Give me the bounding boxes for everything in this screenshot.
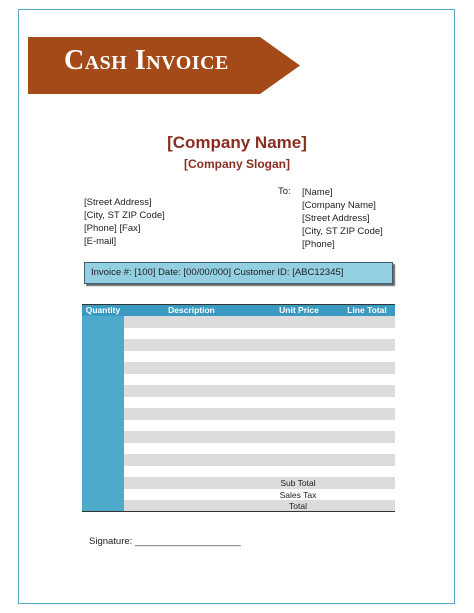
sender-email: [E-mail] [84,236,117,247]
table-row [124,316,395,328]
company-name: [Company Name] [167,133,307,152]
sender-address [84,196,165,248]
header-line-total: Line Total [347,305,387,315]
table-row [124,385,395,397]
table-row [124,374,395,386]
table-row [124,351,395,363]
table-row [124,489,395,501]
table-row [124,477,395,489]
sender-street: [Street Address] [84,197,152,208]
table-row [124,500,395,512]
invoice-info-bar: Invoice #: [100] Date: [00/00/000] Customer ID: [ABC12345] [84,262,393,284]
table-row [124,443,395,455]
signature-line: Signature: ____________________ [89,536,241,547]
invoice-title: Cash Invoice [64,45,229,76]
subtotal-label: Sub Total [280,478,316,488]
recipient-company: [Company Name] [302,200,376,211]
total-label: Total [289,501,307,511]
recipient-phone: [Phone] [302,239,335,250]
sender-city: [City, ST ZIP Code] [84,210,165,221]
table-row [124,431,395,443]
to-label: To: [278,186,291,197]
header-unit-price: Unit Price [279,305,319,315]
table-row [124,420,395,432]
recipient-street: [Street Address] [302,213,370,224]
table-bottom-border [82,511,395,512]
sales-tax-label: Sales Tax [279,489,317,500]
table-header [82,304,395,316]
table-row [124,397,395,409]
line-items-table [82,304,395,512]
title-banner [28,37,300,94]
table-row [124,466,395,478]
header-quantity: Quantity [85,305,121,315]
table-row [124,328,395,340]
recipient-name: [Name] [302,187,333,198]
recipient-city: [City, ST ZIP Code] [302,226,383,237]
company-slogan: [Company Slogan] [183,157,290,171]
table-row [124,454,395,466]
quantity-column [82,316,124,512]
totals-labels [270,478,326,513]
table-row [124,362,395,374]
table-rows [124,316,395,512]
header-description: Description [168,305,215,315]
table-row [124,339,395,351]
sender-phone-fax: [Phone] [Fax] [84,223,141,234]
table-row [124,408,395,420]
recipient-address [302,186,383,251]
